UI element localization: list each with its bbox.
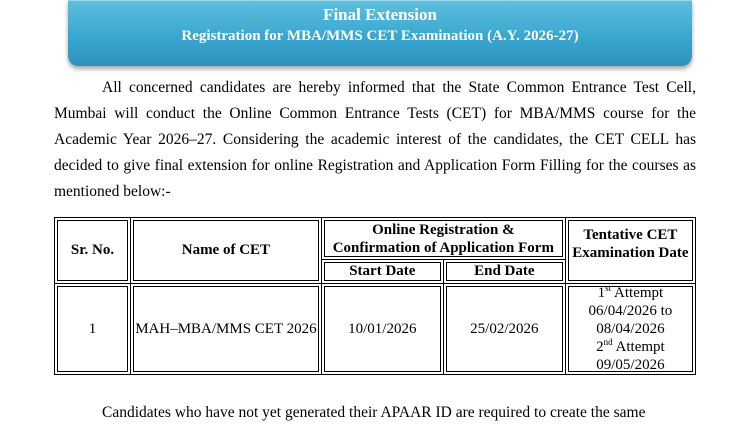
cell-exam-dates — [565, 284, 695, 375]
cell-sr-no: 1 — [55, 284, 131, 375]
attempt-2-label: 2nd Attempt — [596, 337, 665, 355]
header-tentative-date — [565, 218, 695, 284]
table-row — [55, 284, 696, 375]
attempt-2-date: 09/05/2026 — [596, 357, 665, 373]
attempt-1-from: 06/04/2026 to — [588, 303, 673, 319]
header-online-line1: Online Registration & — [372, 221, 515, 238]
attempt-1-label: 1st Attempt — [597, 283, 664, 301]
intro-paragraph: All concerned candidates are hereby informed that the State Common Entrance Test Cell, Mumbai will conduct the Online Common Entrance Tests (CET) for MBA/MMS course for the Academic Year 2026–27. Considering the academic interest of the candidates, the CET CELL has decided to give final extension for online Registration and Application Form Filling for the courses as mentioned below:- — [54, 79, 696, 200]
header-start-date: Start Date — [321, 260, 443, 284]
header-tentative-line1: Tentative CET — [583, 226, 678, 243]
banner-subtitle: Registration for MBA/MMS CET Examination (A.Y. 2026-27) — [181, 28, 579, 44]
header-end-date: End Date — [443, 260, 565, 284]
header-sr-no: Sr. No. — [55, 218, 131, 284]
banner-title: Final Extension — [323, 5, 437, 24]
header-name-of-cet: Name of CET — [131, 218, 322, 284]
header-online-registration — [321, 218, 565, 260]
cell-end-date: 25/02/2026 — [443, 284, 565, 375]
attempt-1-to: 08/04/2026 — [596, 321, 665, 337]
header-tentative-line2: Examination Date — [572, 244, 689, 261]
footer-paragraph: Candidates who have not yet generated their APAAR ID are required to create the same — [102, 404, 646, 421]
cet-schedule-table — [54, 217, 696, 375]
notice-banner — [68, 0, 692, 66]
cell-cet-name: MAH–MBA/MMS CET 2026 — [131, 284, 322, 375]
cell-start-date: 10/01/2026 — [321, 284, 443, 375]
header-online-line2: Confirmation of Application Form — [332, 239, 554, 256]
